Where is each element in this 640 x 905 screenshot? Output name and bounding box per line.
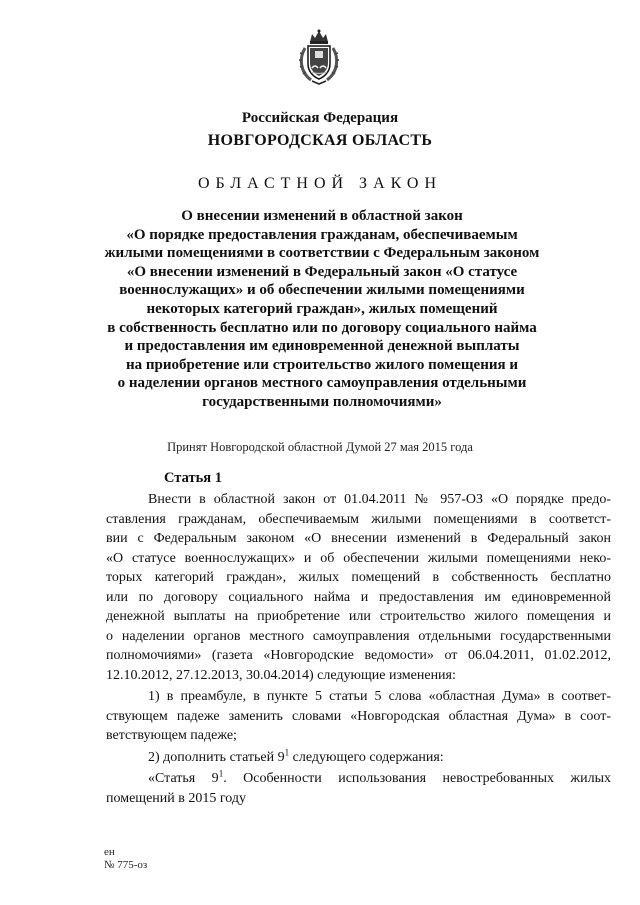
text-line: 12.10.2012, 27.12.2013, 30.04.2014) следующие изменения: [106, 667, 456, 683]
text-line: Внести в областной закон от 01.04.2011 № 957-ОЗ «О порядке предо- [148, 492, 611, 507]
text-line: ветствующем падеже; [106, 728, 237, 743]
title-line: и предоставления им единовременной денежной выплаты [124, 338, 520, 355]
title-line: некоторых категорий граждан», жилых помещений [146, 300, 498, 317]
text-line: о наделении органов местного самоуправления отдельными государственными [106, 628, 611, 644]
text-line: денежной выплаты на приобретение или строительство жилого помещения и [106, 609, 611, 624]
executor-initials: ен [104, 846, 115, 858]
title-line: о наделении органов местного самоуправления отдельными [117, 375, 527, 392]
title-line: государственными полномочиями» [202, 393, 442, 410]
document-reference [104, 846, 147, 872]
text-line [106, 748, 611, 768]
title-line: жилыми помещениями в соответствии с Федеральным законом [104, 245, 540, 262]
text-line: или по договору социального найма и предоставления им единовременной [106, 589, 611, 605]
crown-shield-icon [296, 28, 342, 86]
adoption-note: Принят Новгородской областной Думой 27 мая 2015 года [167, 440, 473, 454]
text-line [106, 769, 611, 789]
article-heading: Статья 1 [164, 470, 222, 486]
title-line: О внесении изменений в областной закон [181, 208, 463, 224]
text-line: полномочиями» (газета «Новгородские ведомости» от 06.04.2011, 01.02.2012, [106, 648, 611, 663]
text-line: ствующем падеже заменить словами «Новгородская областная Дума» в соот- [106, 708, 611, 724]
superscript: 1 [218, 768, 224, 779]
document-number: № 775-оз [104, 859, 148, 871]
title-line: военнослужащих» и об обеспечении жилыми помещениями [119, 282, 525, 299]
paragraph-item-2 [106, 748, 611, 768]
text-segment: «Статья 9 [148, 771, 219, 786]
title-line: на приобретение или строительство жилого помещения и [126, 356, 518, 373]
document-type-heading: ОБЛАСТНОЙ ЗАКОН [197, 175, 442, 192]
title-line: в собственность бесплатно или по договору социального найма [107, 319, 537, 336]
superscript: 1 [284, 746, 290, 757]
article-body [106, 490, 611, 808]
paragraph-intro [106, 490, 611, 685]
law-title [80, 207, 564, 412]
text-segment: 2) дополнить статьей 9 [148, 749, 285, 765]
title-line: «О внесении изменений в Федеральный закон «О статусе [126, 263, 518, 280]
title-line: «О порядке предоставления гражданам, обеспечиваемым [126, 226, 518, 243]
country-heading: Российская Федерация [241, 110, 399, 126]
paragraph-new-article [106, 769, 611, 808]
text-line: торых категорий граждан», жилых помещений в собственность бесплатно [106, 570, 611, 585]
text-line: вии с Федеральным законом «О внесении изменений в Федеральный закон [106, 531, 611, 546]
region-heading: НОВГОРОДСКАЯ ОБЛАСТЬ [207, 132, 433, 149]
text-line: 1) в преамбуле, в пункте 5 статьи 5 слова «областная Дума» в соответ- [148, 689, 611, 704]
text-line: помещений в 2015 году [106, 790, 246, 806]
text-segment: . Особенности использования невостребованных жилых [223, 771, 611, 786]
coat-of-arms-emblem [296, 28, 342, 86]
text-line: «О статусе военнослужащих» и об обеспечении жилыми помещениями неко- [106, 550, 611, 566]
paragraph-item-1 [106, 687, 611, 746]
text-segment: следующего содержания: [289, 749, 444, 765]
text-line: ставления гражданам, обеспечиваемым жилыми помещениями в соответст- [106, 511, 611, 527]
